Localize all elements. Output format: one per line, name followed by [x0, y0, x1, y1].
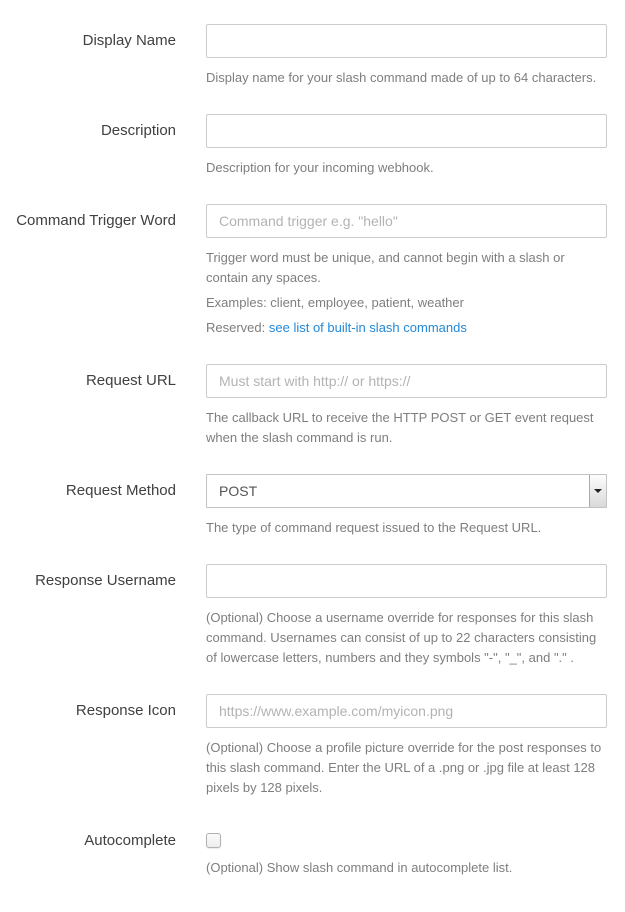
request-method-help: The type of command request issued to the Request URL. [206, 520, 542, 535]
request-method-label: Request Method [65, 482, 176, 499]
autocomplete-help: (Optional) Show slash command in autocomplete list. [206, 860, 513, 875]
reserved-prefix: Reserved: [206, 320, 269, 335]
form-group-description [0, 114, 607, 178]
autocomplete-checkbox[interactable] [206, 833, 221, 848]
trigger-word-help-examples: Examples: client, employee, patient, weather [206, 295, 464, 310]
form-group-response-username [0, 564, 607, 668]
request-method-select[interactable] [206, 474, 607, 508]
form-group-response-icon [0, 694, 607, 798]
trigger-word-help-unique: Trigger word must be unique, and cannot begin with a slash or contain any spaces. [206, 250, 565, 285]
form-group-request-method [0, 474, 607, 538]
response-username-help: (Optional) Choose a username override for responses for this slash command. Usernames can consist of up to 22 characters consisting of lowercase letters, numbers and they symbols "-", "_", and "." . [206, 610, 597, 665]
request-url-input[interactable] [206, 364, 607, 398]
trigger-word-help-reserved [206, 318, 607, 338]
display-name-help: Display name for your slash command made of up to 64 characters. [206, 70, 597, 85]
trigger-word-input[interactable] [206, 204, 607, 238]
display-name-input[interactable] [206, 24, 607, 58]
request-url-help: The callback URL to receive the HTTP POST or GET event request when the slash command is run. [206, 410, 594, 445]
response-username-label: Response Username [35, 572, 176, 589]
display-name-label: Display Name [82, 32, 176, 49]
response-username-input[interactable] [206, 564, 607, 598]
description-help: Description for your incoming webhook. [206, 160, 434, 175]
built-in-slash-commands-link[interactable]: see list of built-in slash commands [268, 320, 467, 335]
response-icon-help: (Optional) Choose a profile picture override for the post responses to this slash command. Enter the URL of a .png or .jpg file at least 128 pixels by 128 pixels. [206, 740, 602, 795]
form-group-autocomplete [0, 824, 607, 878]
trigger-word-help [206, 248, 607, 338]
response-icon-label: Response Icon [75, 702, 176, 719]
request-url-label: Request URL [85, 372, 176, 389]
request-method-select-wrap [206, 474, 607, 508]
trigger-word-label: Command Trigger Word [16, 212, 176, 229]
form-group-request-url [0, 364, 607, 448]
autocomplete-label: Autocomplete [84, 832, 176, 849]
description-input[interactable] [206, 114, 607, 148]
form-group-trigger-word [0, 204, 607, 338]
description-label: Description [100, 122, 176, 139]
response-icon-input[interactable] [206, 694, 607, 728]
form-group-display-name [0, 24, 607, 88]
